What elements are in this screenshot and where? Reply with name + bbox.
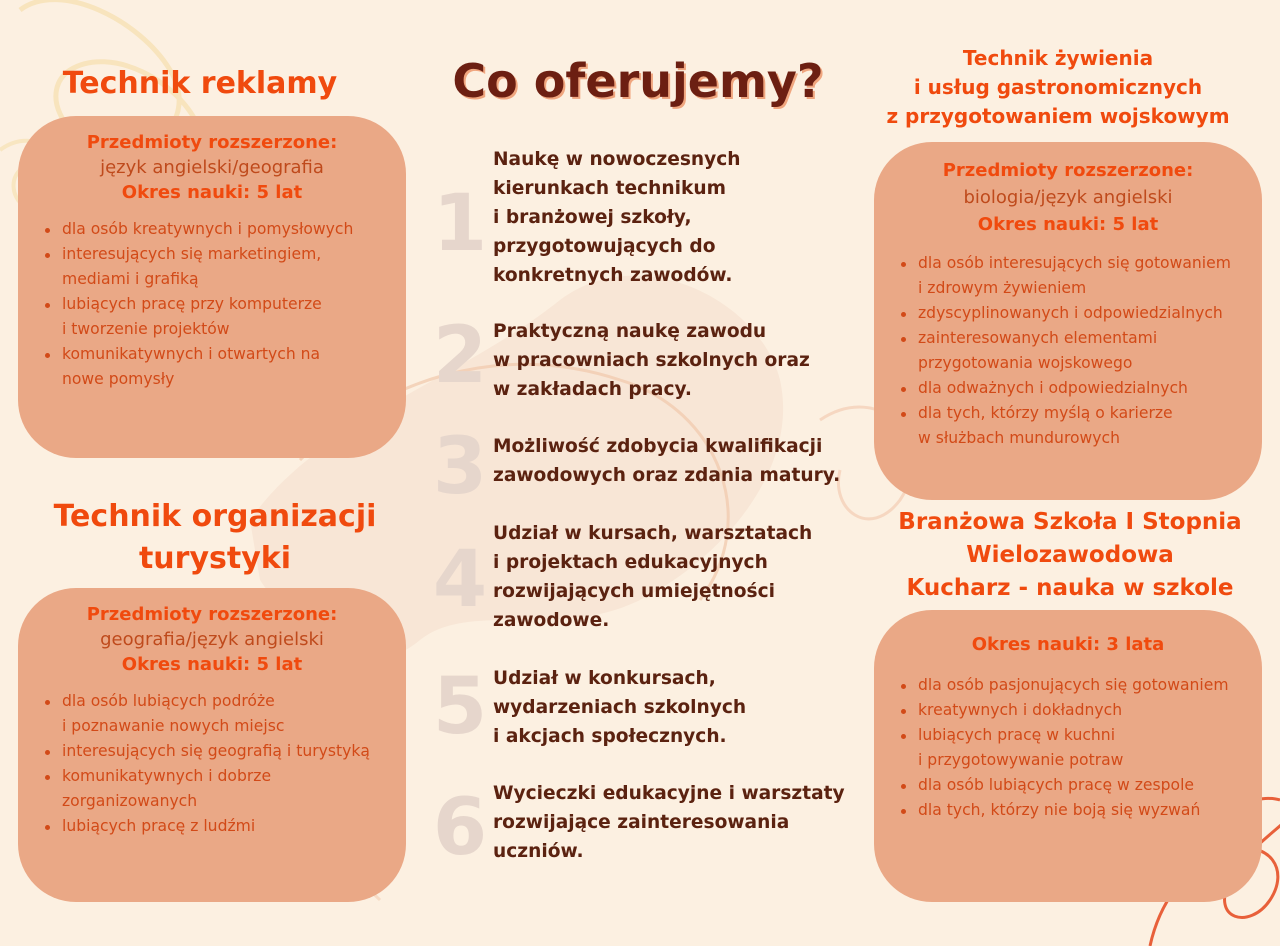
program-title-line: Technik żywienia — [962, 46, 1154, 70]
offer-number: 5 — [432, 662, 488, 752]
offer-item-2 — [430, 311, 870, 407]
offer-item-3 — [430, 422, 870, 512]
program-title-reklamy — [40, 64, 360, 104]
program-title-zywienia — [858, 44, 1258, 131]
bullet-list — [18, 217, 406, 392]
offer-number: 3 — [432, 422, 488, 512]
program-title-line: Kucharz - nauka w szkole — [906, 575, 1234, 601]
bullet-item: dla osób lubiących podróże i poznawanie nowych miejsc — [18, 689, 406, 739]
bullet-item: komunikatywnych i dobrze zorganizowanych — [18, 764, 406, 814]
program-title-branzowa — [860, 506, 1280, 605]
program-title-line: Technik reklamy — [62, 66, 338, 101]
offer-item-4 — [430, 519, 870, 639]
program-title-line: Branżowa Szkoła I Stopnia — [898, 509, 1242, 535]
program-card-zywienia — [874, 142, 1262, 500]
program-card-branzowa — [874, 610, 1262, 902]
page-title: Co oferujemy? — [452, 54, 824, 108]
offer-item-6 — [430, 779, 870, 873]
bullet-item: dla osób pasjonujących się gotowaniem — [874, 673, 1262, 698]
subjects-label: Przedmioty rozszerzone: — [86, 604, 338, 625]
program-card-reklamy — [18, 116, 406, 458]
program-title-line: turystyki — [138, 541, 292, 576]
bullet-item: zdyscyplinowanych i odpowiedzialnych — [874, 301, 1262, 326]
study-period: Okres nauki: 5 lat — [977, 214, 1159, 235]
bullet-item: dla osób kreatywnych i pomysłowych — [18, 217, 406, 242]
program-title-line: i usług gastronomicznych — [913, 75, 1203, 99]
offer-item-5 — [430, 664, 870, 754]
study-period: Okres nauki: 3 lata — [971, 634, 1165, 655]
bullet-list — [874, 673, 1262, 823]
program-title-turystyki — [30, 496, 400, 580]
bullet-item: komunikatywnych i otwartych na nowe pomysły — [18, 342, 406, 392]
offer-text: Udział w konkursach, wydarzeniach szkolnych i akcjach społecznych. — [493, 668, 747, 747]
subjects-value: język angielski/geografia — [100, 157, 324, 178]
bullet-item: lubiących pracę przy komputerze i tworzenie projektów — [18, 292, 406, 342]
study-period: Okres nauki: 5 lat — [121, 654, 303, 675]
offer-number: 4 — [432, 535, 488, 625]
offer-item-1 — [430, 145, 870, 295]
program-title-line: Wielozawodowa — [966, 542, 1174, 568]
bullet-list — [874, 251, 1262, 451]
bullet-list — [18, 689, 406, 839]
bullet-item: dla tych, którzy nie boją się wyzwań — [874, 798, 1262, 823]
offer-text: Naukę w nowoczesnych kierunkach technikum i branżowej szkoły, przygotowujących do konkretnych zawodów. — [493, 149, 741, 286]
bullet-item: dla osób interesujących się gotowaniem i zdrowym żywieniem — [874, 251, 1262, 301]
subjects-value: geografia/język angielski — [100, 629, 324, 650]
offer-text: Możliwość zdobycia kwalifikacji zawodowych oraz zdania matury. — [493, 436, 841, 486]
bullet-item: lubiących pracę w kuchni i przygotowywanie potraw — [874, 723, 1262, 773]
program-title-line: Technik organizacji — [53, 499, 377, 534]
offer-text: Udział w kursach, warsztatach i projektach edukacyjnych rozwijających umiejętności zawodowe. — [493, 523, 813, 631]
bullet-item: kreatywnych i dokładnych — [874, 698, 1262, 723]
program-title-line: z przygotowaniem wojskowym — [886, 104, 1230, 128]
program-card-turystyki — [18, 588, 406, 902]
offer-text: Wycieczki edukacyjne i warsztaty rozwijające zainteresowania uczniów. — [493, 783, 845, 862]
bullet-item: lubiących pracę z ludźmi — [18, 814, 406, 839]
offer-number: 2 — [432, 311, 488, 401]
subjects-value: biologia/język angielski — [963, 187, 1173, 208]
offer-number: 1 — [432, 179, 488, 269]
subjects-label: Przedmioty rozszerzone: — [86, 132, 338, 153]
subjects-label: Przedmioty rozszerzone: — [942, 160, 1194, 181]
offer-text: Praktyczną naukę zawodu w pracowniach szkolnych oraz w zakładach pracy. — [493, 321, 810, 400]
bullet-item: dla odważnych i odpowiedzialnych — [874, 376, 1262, 401]
study-period: Okres nauki: 5 lat — [121, 182, 303, 203]
offer-number: 6 — [432, 783, 488, 873]
bullet-item: dla osób lubiących pracę w zespole — [874, 773, 1262, 798]
bullet-item: interesujących się marketingiem, mediami i grafiką — [18, 242, 406, 292]
bullet-item: zainteresowanych elementami przygotowania wojskowego — [874, 326, 1262, 376]
bullet-item: dla tych, którzy myślą o karierze w służbach mundurowych — [874, 401, 1262, 451]
bullet-item: interesujących się geografią i turystyką — [18, 739, 406, 764]
